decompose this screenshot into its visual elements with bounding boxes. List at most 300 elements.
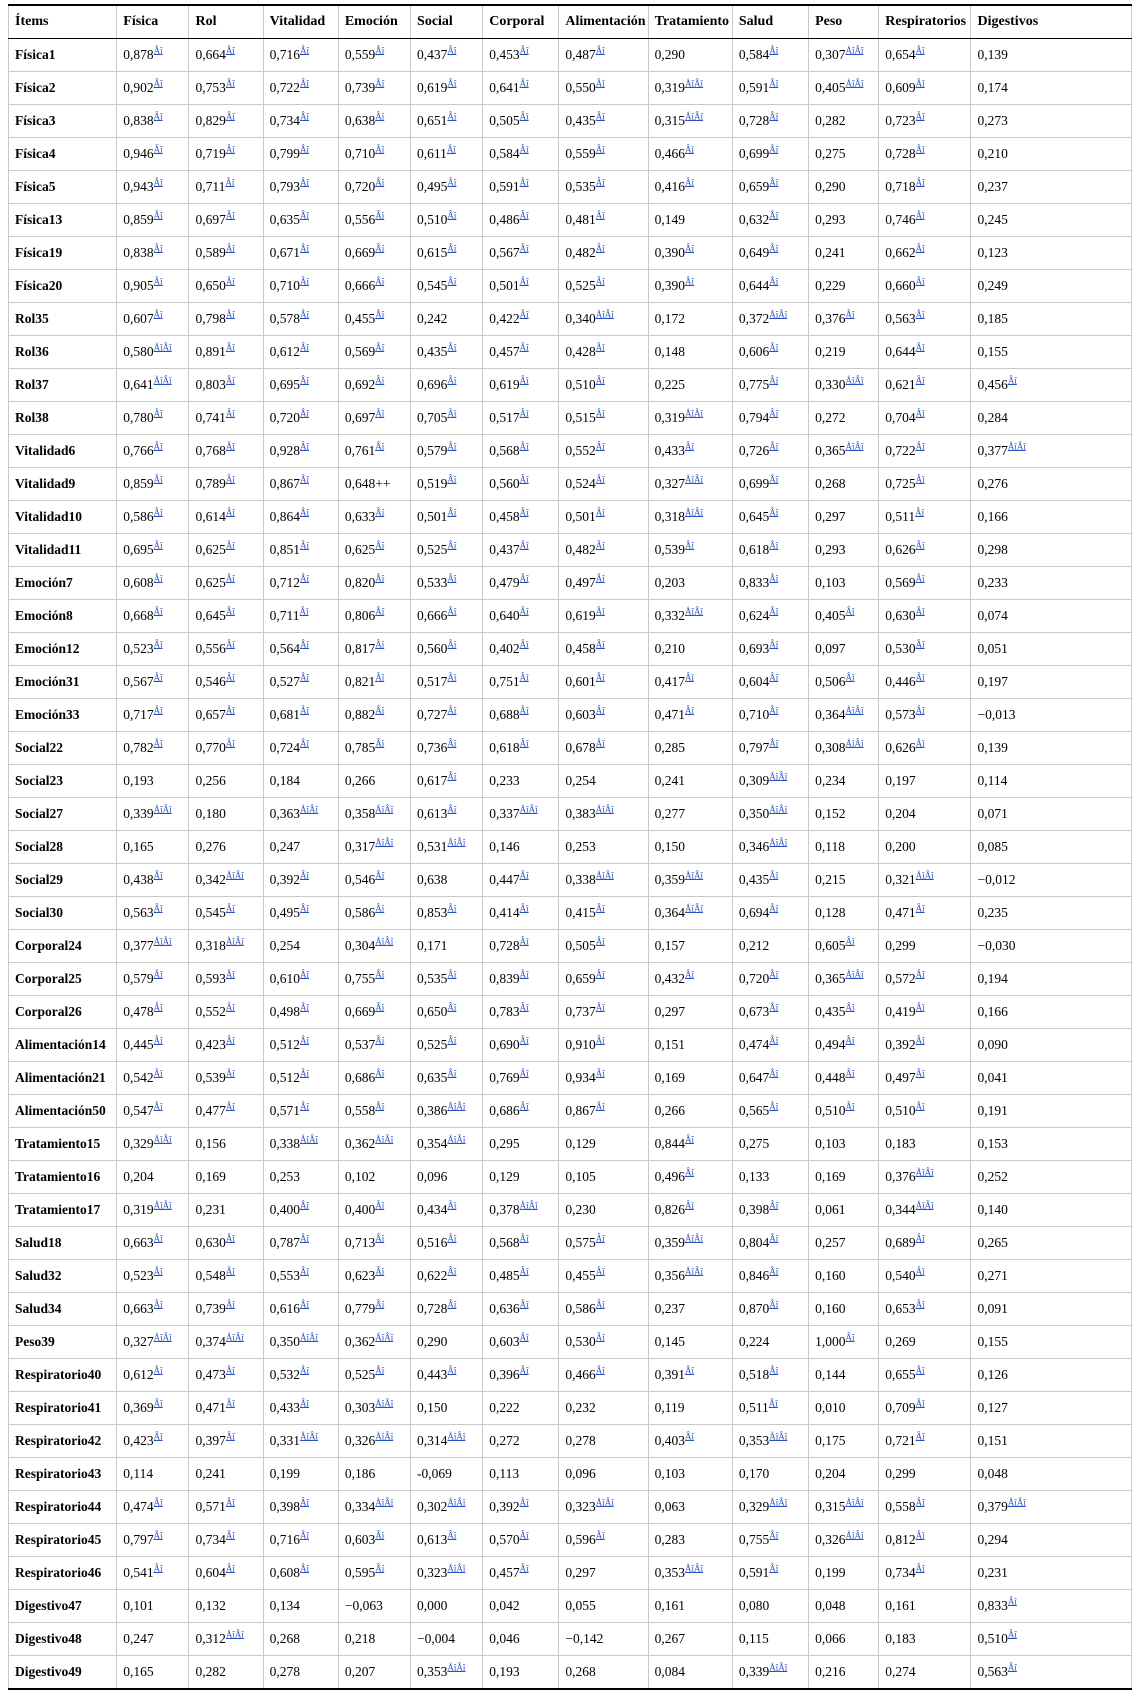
- footnote-link[interactable]: Âî: [300, 177, 310, 188]
- footnote-link[interactable]: Âî: [595, 1035, 605, 1046]
- footnote-link[interactable]: Âî: [375, 1266, 385, 1277]
- footnote-link[interactable]: Âî: [769, 573, 779, 584]
- footnote-link[interactable]: Âî: [153, 1035, 163, 1046]
- footnote-link[interactable]: ÅîÂî: [845, 1497, 864, 1508]
- footnote-link[interactable]: ÅîÂî: [447, 1134, 466, 1145]
- footnote-link[interactable]: ÅîÂî: [769, 309, 788, 320]
- footnote-link[interactable]: ÅîÂî: [769, 1497, 788, 1508]
- footnote-link[interactable]: ÅîÂî: [447, 1431, 466, 1442]
- footnote-link[interactable]: Âî: [915, 573, 925, 584]
- footnote-link[interactable]: Âî: [447, 78, 457, 89]
- footnote-link[interactable]: Âî: [447, 276, 457, 287]
- footnote-link[interactable]: ÅîÂî: [447, 1101, 466, 1112]
- footnote-link[interactable]: Âî: [915, 1002, 925, 1013]
- footnote-link[interactable]: Âî: [225, 1299, 235, 1310]
- footnote-link[interactable]: ÅîÂî: [153, 342, 172, 353]
- footnote-link[interactable]: Âî: [595, 1266, 605, 1277]
- footnote-link[interactable]: Âî: [225, 441, 235, 452]
- footnote-link[interactable]: Âî: [845, 606, 855, 617]
- footnote-link[interactable]: Âî: [300, 78, 310, 89]
- footnote-link[interactable]: Âî: [153, 1497, 163, 1508]
- footnote-link[interactable]: ÅîÂî: [845, 705, 864, 716]
- footnote-link[interactable]: Âî: [595, 540, 605, 551]
- footnote-link[interactable]: Âî: [1007, 1596, 1017, 1607]
- footnote-link[interactable]: Âî: [519, 672, 529, 683]
- footnote-link[interactable]: Âî: [915, 78, 925, 89]
- footnote-link[interactable]: ÅîÂî: [1007, 441, 1026, 452]
- footnote-link[interactable]: Âî: [153, 45, 163, 56]
- footnote-link[interactable]: Âî: [447, 243, 457, 254]
- footnote-link[interactable]: Âî: [519, 969, 529, 980]
- footnote-link[interactable]: Âî: [769, 1200, 779, 1211]
- footnote-link[interactable]: ÅîÂî: [153, 936, 172, 947]
- footnote-link[interactable]: Âî: [153, 210, 163, 221]
- footnote-link[interactable]: Âî: [375, 1530, 385, 1541]
- footnote-link[interactable]: Âî: [769, 1035, 779, 1046]
- footnote-link[interactable]: ÅîÂî: [845, 45, 864, 56]
- footnote-link[interactable]: Âî: [225, 111, 235, 122]
- footnote-link[interactable]: Âî: [225, 45, 235, 56]
- footnote-link[interactable]: Âî: [595, 276, 605, 287]
- footnote-link[interactable]: Âî: [915, 1398, 925, 1409]
- footnote-link[interactable]: Âî: [300, 672, 310, 683]
- footnote-link[interactable]: Âî: [685, 1167, 695, 1178]
- footnote-link[interactable]: Âî: [915, 738, 925, 749]
- footnote-link[interactable]: Âî: [447, 672, 457, 683]
- footnote-link[interactable]: Âî: [915, 903, 925, 914]
- footnote-link[interactable]: Âî: [300, 441, 310, 452]
- footnote-link[interactable]: Âî: [519, 1068, 529, 1079]
- footnote-link[interactable]: Âî: [769, 342, 779, 353]
- footnote-link[interactable]: Âî: [300, 408, 310, 419]
- footnote-link[interactable]: Âî: [595, 375, 605, 386]
- footnote-link[interactable]: Âî: [300, 540, 310, 551]
- footnote-link[interactable]: ÅîÂî: [685, 606, 704, 617]
- footnote-link[interactable]: Âî: [685, 540, 695, 551]
- footnote-link[interactable]: ÅîÂî: [685, 1233, 704, 1244]
- footnote-link[interactable]: Âî: [915, 1563, 925, 1574]
- footnote-link[interactable]: ÅîÂî: [300, 1431, 319, 1442]
- footnote-link[interactable]: Âî: [300, 573, 310, 584]
- footnote-link[interactable]: ÅîÂî: [225, 936, 244, 947]
- footnote-link[interactable]: Âî: [519, 144, 529, 155]
- footnote-link[interactable]: Âî: [153, 573, 163, 584]
- footnote-link[interactable]: Âî: [225, 342, 235, 353]
- footnote-link[interactable]: Âî: [153, 540, 163, 551]
- footnote-link[interactable]: Âî: [225, 309, 235, 320]
- footnote-link[interactable]: Âî: [519, 342, 529, 353]
- footnote-link[interactable]: Âî: [519, 639, 529, 650]
- footnote-link[interactable]: Âî: [845, 1035, 855, 1046]
- footnote-link[interactable]: Âî: [595, 639, 605, 650]
- footnote-link[interactable]: Âî: [595, 936, 605, 947]
- footnote-link[interactable]: Âî: [519, 1266, 529, 1277]
- footnote-link[interactable]: Âî: [769, 144, 779, 155]
- footnote-link[interactable]: Âî: [300, 474, 310, 485]
- footnote-link[interactable]: ÅîÂî: [915, 870, 934, 881]
- footnote-link[interactable]: Âî: [519, 1002, 529, 1013]
- footnote-link[interactable]: Âî: [300, 1530, 310, 1541]
- footnote-link[interactable]: Âî: [225, 78, 235, 89]
- footnote-link[interactable]: Âî: [519, 705, 529, 716]
- footnote-link[interactable]: Âî: [153, 606, 163, 617]
- footnote-link[interactable]: ÅîÂî: [300, 804, 319, 815]
- footnote-link[interactable]: Âî: [519, 177, 529, 188]
- footnote-link[interactable]: Âî: [225, 474, 235, 485]
- footnote-link[interactable]: Âî: [300, 1002, 310, 1013]
- footnote-link[interactable]: Âî: [519, 507, 529, 518]
- footnote-link[interactable]: Âî: [519, 1563, 529, 1574]
- footnote-link[interactable]: Âî: [769, 738, 779, 749]
- footnote-link[interactable]: Âî: [595, 144, 605, 155]
- footnote-link[interactable]: ÅîÂî: [685, 1266, 704, 1277]
- footnote-link[interactable]: Âî: [685, 705, 695, 716]
- footnote-link[interactable]: ÅîÂî: [685, 1563, 704, 1574]
- footnote-link[interactable]: Âî: [300, 705, 310, 716]
- footnote-link[interactable]: ÅîÂî: [685, 870, 704, 881]
- footnote-link[interactable]: Âî: [153, 1365, 163, 1376]
- footnote-link[interactable]: Âî: [225, 1266, 235, 1277]
- footnote-link[interactable]: Âî: [519, 903, 529, 914]
- footnote-link[interactable]: Âî: [845, 1002, 855, 1013]
- footnote-link[interactable]: Âî: [769, 1068, 779, 1079]
- footnote-link[interactable]: Âî: [153, 276, 163, 287]
- footnote-link[interactable]: Âî: [375, 45, 385, 56]
- footnote-link[interactable]: ÅîÂî: [225, 870, 244, 881]
- footnote-link[interactable]: Âî: [225, 507, 235, 518]
- footnote-link[interactable]: Âî: [153, 1431, 163, 1442]
- footnote-link[interactable]: Âî: [447, 1002, 457, 1013]
- footnote-link[interactable]: Âî: [595, 441, 605, 452]
- footnote-link[interactable]: Âî: [685, 1431, 695, 1442]
- footnote-link[interactable]: Âî: [769, 1101, 779, 1112]
- footnote-link[interactable]: Âî: [915, 375, 925, 386]
- footnote-link[interactable]: Âî: [447, 540, 457, 551]
- footnote-link[interactable]: ÅîÂî: [685, 903, 704, 914]
- footnote-link[interactable]: Âî: [685, 672, 695, 683]
- footnote-link[interactable]: Âî: [300, 1266, 310, 1277]
- footnote-link[interactable]: Âî: [595, 606, 605, 617]
- footnote-link[interactable]: Âî: [225, 1530, 235, 1541]
- footnote-link[interactable]: Âî: [519, 1233, 529, 1244]
- footnote-link[interactable]: ÅîÂî: [845, 738, 864, 749]
- footnote-link[interactable]: Âî: [375, 1299, 385, 1310]
- footnote-link[interactable]: Âî: [225, 177, 235, 188]
- footnote-link[interactable]: Âî: [519, 1299, 529, 1310]
- footnote-link[interactable]: Âî: [595, 903, 605, 914]
- footnote-link[interactable]: Âî: [769, 408, 779, 419]
- footnote-link[interactable]: ÅîÂî: [300, 1134, 319, 1145]
- footnote-link[interactable]: Âî: [915, 672, 925, 683]
- footnote-link[interactable]: Âî: [845, 1068, 855, 1079]
- footnote-link[interactable]: Âî: [769, 1299, 779, 1310]
- footnote-link[interactable]: Âî: [447, 111, 457, 122]
- footnote-link[interactable]: Âî: [153, 1299, 163, 1310]
- footnote-link[interactable]: Âî: [300, 375, 310, 386]
- footnote-link[interactable]: Âî: [915, 507, 925, 518]
- footnote-link[interactable]: ÅîÂî: [845, 78, 864, 89]
- footnote-link[interactable]: Âî: [153, 1068, 163, 1079]
- footnote-link[interactable]: Âî: [845, 309, 855, 320]
- footnote-link[interactable]: Âî: [375, 243, 385, 254]
- footnote-link[interactable]: Âî: [375, 210, 385, 221]
- footnote-link[interactable]: Âî: [375, 540, 385, 551]
- footnote-link[interactable]: Âî: [375, 903, 385, 914]
- footnote-link[interactable]: Âî: [595, 78, 605, 89]
- footnote-link[interactable]: Âî: [153, 309, 163, 320]
- footnote-link[interactable]: ÅîÂî: [769, 771, 788, 782]
- footnote-link[interactable]: Âî: [447, 45, 457, 56]
- footnote-link[interactable]: Âî: [447, 1530, 457, 1541]
- footnote-link[interactable]: Âî: [915, 408, 925, 419]
- footnote-link[interactable]: Âî: [915, 540, 925, 551]
- footnote-link[interactable]: Âî: [845, 936, 855, 947]
- footnote-link[interactable]: Âî: [153, 969, 163, 980]
- footnote-link[interactable]: Âî: [769, 870, 779, 881]
- footnote-link[interactable]: Âî: [915, 1431, 925, 1442]
- footnote-link[interactable]: Âî: [685, 1200, 695, 1211]
- footnote-link[interactable]: Âî: [519, 375, 529, 386]
- footnote-link[interactable]: Âî: [447, 441, 457, 452]
- footnote-link[interactable]: Âî: [225, 1431, 235, 1442]
- footnote-link[interactable]: ÅîÂî: [845, 969, 864, 980]
- footnote-link[interactable]: Âî: [225, 705, 235, 716]
- footnote-link[interactable]: ÅîÂî: [845, 441, 864, 452]
- footnote-link[interactable]: Âî: [375, 375, 385, 386]
- footnote-link[interactable]: Âî: [299, 606, 309, 617]
- footnote-link[interactable]: Âî: [595, 210, 605, 221]
- footnote-link[interactable]: ÅîÂî: [447, 1563, 466, 1574]
- footnote-link[interactable]: Âî: [447, 177, 457, 188]
- footnote-link[interactable]: Âî: [447, 474, 457, 485]
- footnote-link[interactable]: Âî: [595, 45, 605, 56]
- footnote-link[interactable]: Âî: [300, 1200, 310, 1211]
- footnote-link[interactable]: Âî: [519, 1101, 529, 1112]
- footnote-link[interactable]: Âî: [915, 606, 925, 617]
- footnote-link[interactable]: Âî: [300, 639, 310, 650]
- footnote-link[interactable]: Âî: [375, 309, 385, 320]
- footnote-link[interactable]: Âî: [375, 1035, 385, 1046]
- footnote-link[interactable]: Âî: [375, 1233, 385, 1244]
- footnote-link[interactable]: Âî: [375, 639, 385, 650]
- footnote-link[interactable]: Âî: [375, 276, 385, 287]
- footnote-link[interactable]: Âî: [595, 738, 605, 749]
- footnote-link[interactable]: ÅîÂî: [685, 507, 704, 518]
- footnote-link[interactable]: Âî: [225, 1497, 235, 1508]
- footnote-link[interactable]: Âî: [375, 705, 385, 716]
- footnote-link[interactable]: Âî: [225, 573, 235, 584]
- footnote-link[interactable]: Âî: [153, 705, 163, 716]
- footnote-link[interactable]: ÅîÂî: [845, 1530, 864, 1541]
- footnote-link[interactable]: ÅîÂî: [375, 1497, 394, 1508]
- footnote-link[interactable]: Âî: [153, 1563, 163, 1574]
- footnote-link[interactable]: Âî: [595, 1101, 605, 1112]
- footnote-link[interactable]: Âî: [595, 705, 605, 716]
- footnote-link[interactable]: Âî: [225, 903, 235, 914]
- footnote-link[interactable]: Âî: [300, 45, 310, 56]
- footnote-link[interactable]: Âî: [685, 1365, 695, 1376]
- footnote-link[interactable]: Âî: [300, 1101, 310, 1112]
- footnote-link[interactable]: Âî: [1007, 1629, 1017, 1640]
- footnote-link[interactable]: Âî: [519, 276, 529, 287]
- footnote-link[interactable]: Âî: [519, 111, 529, 122]
- footnote-link[interactable]: Âî: [375, 1365, 385, 1376]
- footnote-link[interactable]: Âî: [300, 1497, 310, 1508]
- footnote-link[interactable]: Âî: [845, 1332, 855, 1343]
- footnote-link[interactable]: ÅîÂî: [595, 1497, 614, 1508]
- footnote-link[interactable]: Âî: [225, 276, 235, 287]
- footnote-link[interactable]: Âî: [769, 276, 779, 287]
- footnote-link[interactable]: ÅîÂî: [769, 1431, 788, 1442]
- footnote-link[interactable]: Âî: [300, 1299, 310, 1310]
- footnote-link[interactable]: Âî: [447, 738, 457, 749]
- footnote-link[interactable]: Âî: [375, 78, 385, 89]
- footnote-link[interactable]: Âî: [915, 342, 925, 353]
- footnote-link[interactable]: Âî: [375, 1002, 385, 1013]
- footnote-link[interactable]: Âî: [447, 804, 457, 815]
- footnote-link[interactable]: Âî: [153, 78, 163, 89]
- footnote-link[interactable]: Âî: [595, 1068, 605, 1079]
- footnote-link[interactable]: Âî: [769, 1365, 779, 1376]
- footnote-link[interactable]: Âî: [153, 408, 163, 419]
- footnote-link[interactable]: Âî: [300, 1068, 310, 1079]
- footnote-link[interactable]: Âî: [769, 177, 779, 188]
- footnote-link[interactable]: Âî: [685, 969, 695, 980]
- footnote-link[interactable]: Âî: [519, 738, 529, 749]
- footnote-link[interactable]: Âî: [595, 1233, 605, 1244]
- footnote-link[interactable]: ÅîÂî: [447, 1662, 466, 1673]
- footnote-link[interactable]: Âî: [685, 177, 695, 188]
- footnote-link[interactable]: Âî: [519, 1530, 529, 1541]
- footnote-link[interactable]: Âî: [447, 1068, 457, 1079]
- footnote-link[interactable]: Âî: [915, 1530, 925, 1541]
- footnote-link[interactable]: Âî: [519, 1332, 529, 1343]
- footnote-link[interactable]: Âî: [595, 507, 605, 518]
- footnote-link[interactable]: Âî: [447, 903, 457, 914]
- footnote-link[interactable]: Âî: [915, 276, 925, 287]
- footnote-link[interactable]: Âî: [519, 1365, 529, 1376]
- footnote-link[interactable]: Âî: [225, 1233, 235, 1244]
- footnote-link[interactable]: ÅîÂî: [153, 1332, 172, 1343]
- footnote-link[interactable]: Âî: [300, 969, 310, 980]
- footnote-link[interactable]: Âî: [447, 573, 457, 584]
- footnote-link[interactable]: Âî: [375, 111, 385, 122]
- footnote-link[interactable]: Âî: [447, 210, 457, 221]
- footnote-link[interactable]: Âî: [769, 705, 779, 716]
- footnote-link[interactable]: Âî: [769, 1233, 779, 1244]
- footnote-link[interactable]: Âî: [519, 540, 529, 551]
- footnote-link[interactable]: Âî: [447, 507, 457, 518]
- footnote-link[interactable]: Âî: [225, 1068, 235, 1079]
- footnote-link[interactable]: Âî: [519, 243, 529, 254]
- footnote-link[interactable]: ÅîÂî: [375, 1398, 394, 1409]
- footnote-link[interactable]: Âî: [300, 738, 310, 749]
- footnote-link[interactable]: Âî: [845, 672, 855, 683]
- footnote-link[interactable]: Âî: [595, 672, 605, 683]
- footnote-link[interactable]: Âî: [447, 1035, 457, 1046]
- footnote-link[interactable]: Âî: [769, 540, 779, 551]
- footnote-link[interactable]: Âî: [519, 573, 529, 584]
- footnote-link[interactable]: ÅîÂî: [1007, 1497, 1026, 1508]
- footnote-link[interactable]: Âî: [447, 375, 457, 386]
- footnote-link[interactable]: Âî: [685, 441, 695, 452]
- footnote-link[interactable]: Âî: [447, 408, 457, 419]
- footnote-link[interactable]: ÅîÂî: [595, 870, 614, 881]
- footnote-link[interactable]: Âî: [595, 342, 605, 353]
- footnote-link[interactable]: Âî: [595, 111, 605, 122]
- footnote-link[interactable]: Âî: [915, 177, 925, 188]
- footnote-link[interactable]: Âî: [447, 639, 457, 650]
- footnote-link[interactable]: Âî: [300, 1563, 310, 1574]
- footnote-link[interactable]: Âî: [845, 1101, 855, 1112]
- footnote-link[interactable]: Âî: [153, 111, 163, 122]
- footnote-link[interactable]: Âî: [225, 408, 235, 419]
- footnote-link[interactable]: Âî: [769, 1563, 779, 1574]
- footnote-link[interactable]: Âî: [375, 507, 385, 518]
- footnote-link[interactable]: Âî: [153, 1398, 163, 1409]
- footnote-link[interactable]: ÅîÂî: [915, 1200, 934, 1211]
- footnote-link[interactable]: Âî: [915, 474, 925, 485]
- footnote-link[interactable]: Âî: [519, 1035, 529, 1046]
- footnote-link[interactable]: Âî: [447, 342, 457, 353]
- footnote-link[interactable]: ÅîÂî: [375, 1134, 394, 1145]
- footnote-link[interactable]: Âî: [225, 1398, 235, 1409]
- footnote-link[interactable]: Âî: [153, 1233, 163, 1244]
- footnote-link[interactable]: Âî: [375, 1200, 385, 1211]
- footnote-link[interactable]: ÅîÂî: [685, 78, 704, 89]
- footnote-link[interactable]: Âî: [447, 705, 457, 716]
- footnote-link[interactable]: Âî: [225, 639, 235, 650]
- footnote-link[interactable]: Âî: [595, 408, 605, 419]
- footnote-link[interactable]: Âî: [375, 969, 385, 980]
- footnote-link[interactable]: Âî: [595, 1332, 605, 1343]
- footnote-link[interactable]: Âî: [153, 870, 163, 881]
- footnote-link[interactable]: Âî: [769, 375, 779, 386]
- footnote-link[interactable]: Âî: [915, 441, 925, 452]
- footnote-link[interactable]: Âî: [915, 210, 925, 221]
- footnote-link[interactable]: Âî: [519, 210, 529, 221]
- footnote-link[interactable]: Âî: [225, 969, 235, 980]
- footnote-link[interactable]: Âî: [300, 144, 310, 155]
- footnote-link[interactable]: ÅîÂî: [685, 474, 704, 485]
- footnote-link[interactable]: ÅîÂî: [300, 1332, 319, 1343]
- footnote-link[interactable]: Âî: [375, 408, 385, 419]
- footnote-link[interactable]: Âî: [225, 375, 235, 386]
- footnote-link[interactable]: Âî: [153, 243, 163, 254]
- footnote-link[interactable]: ÅîÂî: [153, 375, 172, 386]
- footnote-link[interactable]: Âî: [1007, 1662, 1017, 1673]
- footnote-link[interactable]: Âî: [519, 441, 529, 452]
- footnote-link[interactable]: Âî: [915, 1299, 925, 1310]
- footnote-link[interactable]: Âî: [769, 903, 779, 914]
- footnote-link[interactable]: Âî: [519, 309, 529, 320]
- footnote-link[interactable]: Âî: [769, 474, 779, 485]
- footnote-link[interactable]: Âî: [769, 441, 779, 452]
- footnote-link[interactable]: ÅîÂî: [769, 804, 788, 815]
- footnote-link[interactable]: Âî: [375, 870, 385, 881]
- footnote-link[interactable]: Âî: [595, 243, 605, 254]
- footnote-link[interactable]: Âî: [300, 276, 310, 287]
- footnote-link[interactable]: Âî: [375, 177, 385, 188]
- footnote-link[interactable]: ÅîÂî: [595, 804, 614, 815]
- footnote-link[interactable]: Âî: [915, 144, 925, 155]
- footnote-link[interactable]: ÅîÂî: [769, 1662, 788, 1673]
- footnote-link[interactable]: Âî: [519, 474, 529, 485]
- footnote-link[interactable]: Âî: [300, 1365, 310, 1376]
- footnote-link[interactable]: Âî: [519, 936, 529, 947]
- footnote-link[interactable]: Âî: [447, 1299, 457, 1310]
- footnote-link[interactable]: Âî: [225, 1002, 235, 1013]
